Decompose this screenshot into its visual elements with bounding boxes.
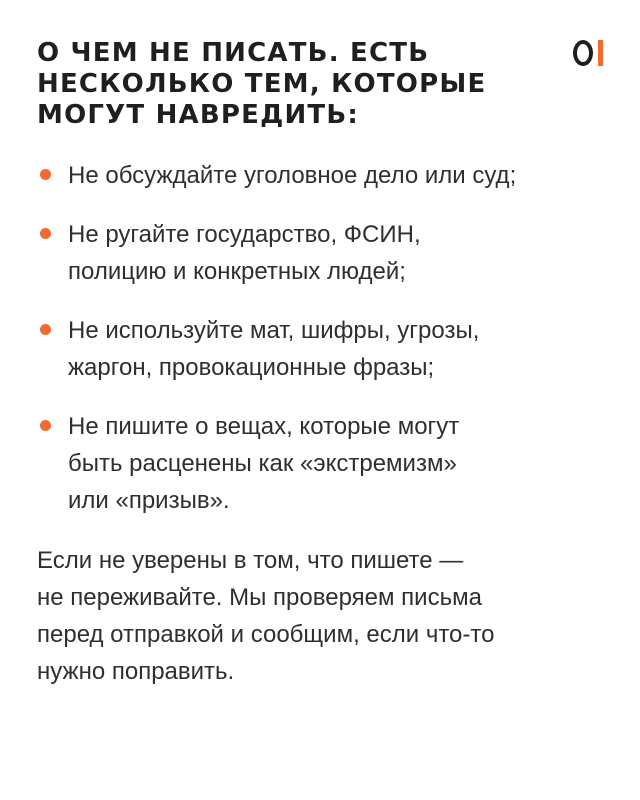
page-title bbox=[37, 38, 537, 131]
dot-bullet-icon bbox=[40, 420, 51, 431]
list-item-text: или «призыв». bbox=[68, 487, 230, 514]
list-item bbox=[37, 408, 617, 519]
rules-list bbox=[37, 157, 617, 541]
list-item-text: Не используйте мат, шифры, угрозы, bbox=[68, 317, 480, 344]
list-item-text: жаргон, провокационные фразы; bbox=[68, 354, 435, 381]
list-item-text: Не пишите о вещах, которые могут bbox=[68, 413, 460, 440]
list-item-text: полицию и конкретных людей; bbox=[68, 258, 406, 285]
title-line-1: О ЧЕМ НЕ ПИСАТЬ. ЕСТЬ bbox=[37, 38, 430, 68]
list-item bbox=[37, 312, 617, 386]
note-paragraph bbox=[37, 542, 597, 690]
note-line: Если не уверены в том, что пишете — bbox=[37, 547, 464, 574]
title-line-3: МОГУТ НАВРЕДИТЬ: bbox=[37, 100, 359, 130]
dot-bullet-icon bbox=[40, 228, 51, 239]
list-item-text: быть расценены как «экстремизм» bbox=[68, 450, 457, 477]
dot-bullet-icon bbox=[40, 324, 51, 335]
logo-bar bbox=[598, 40, 603, 66]
note-line: перед отправкой и сообщим, если что-то bbox=[37, 621, 495, 648]
list-item bbox=[37, 216, 617, 290]
dot-bullet-icon bbox=[40, 169, 51, 180]
list-item-text: Не обсуждайте уголовное дело или суд; bbox=[68, 162, 517, 189]
list-item bbox=[37, 157, 617, 194]
brand-logo-icon bbox=[573, 38, 617, 70]
logo-ring bbox=[573, 40, 593, 66]
note-line: нужно поправить. bbox=[37, 658, 235, 685]
note-line: не переживайте. Мы проверяем письма bbox=[37, 584, 482, 611]
list-item-text: Не ругайте государство, ФСИН, bbox=[68, 221, 421, 248]
title-line-2: НЕСКОЛЬКО ТЕМ, КОТОРЫЕ bbox=[37, 69, 487, 99]
